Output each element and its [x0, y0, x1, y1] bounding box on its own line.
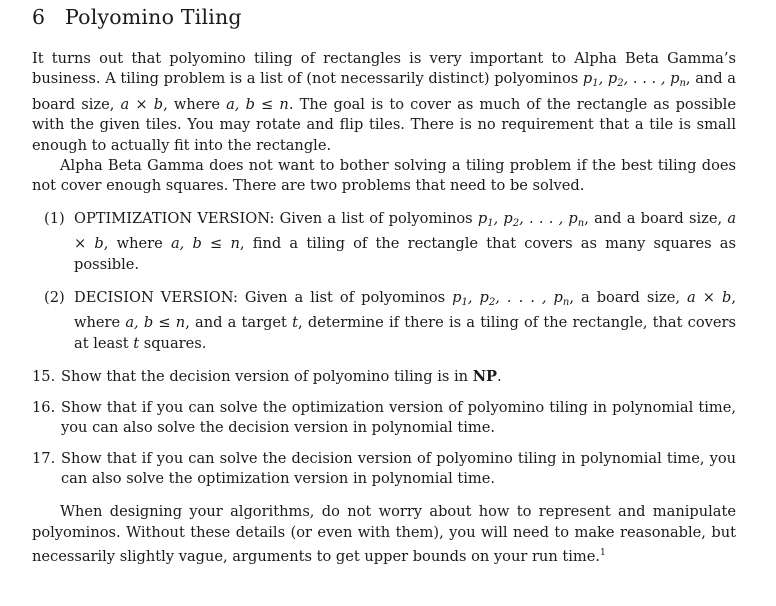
problem-number: 17.: [32, 449, 56, 467]
problem-number: 16.: [32, 398, 56, 416]
problem-item: 16. Show that if you can solve the optimization version of polyomino tiling in polynomial time, you can also solve the decision version in polynomial time.: [32, 398, 736, 437]
section-title: Polyomino Tiling: [65, 5, 242, 29]
problems-list: [32, 367, 736, 489]
document-page: [32, 0, 736, 568]
polyomino-list-math: $p_1$, $p_2$, . . . , $p_n$: [477, 209, 585, 229]
board-size-math: a × b: [74, 209, 737, 253]
problem-item: 15. Show that the decision version of polyomino tiling is in NP.: [32, 367, 736, 387]
complexity-class: NP: [472, 368, 498, 386]
intro-paragraph-1: It turns out that polyomino tiling of rectangles is very important to Alpha Beta Gamma’s business. A tiling problem is a list of (not necessarily distinct) polyominos $p_1$, $p_2$, . . . , $p_n$, and a board size, a × b, where a, b ≤ n. The goal is to cover as much of the rectangle as possible with the given tiles. You may rotate and flip tiles. There is no requirement that a tile is small enough to actually fit into the rectangle.: [32, 50, 736, 154]
bound-math: a, b ≤ n: [170, 235, 240, 253]
target-math: t: [292, 314, 298, 332]
list-marker: (2): [44, 289, 65, 307]
polyomino-list-math: $p_1$, $p_2$, . . . , $p_n$: [582, 70, 686, 90]
bound-math: a, b ≤ n: [125, 314, 186, 332]
closing-paragraph: When designing your algorithms, do not worry about how to represent and manipulate polyominos. Without these details (or even with them), you will need to make reasonable, but necessarily slightly vague, arguments to get upper bounds on your run time.$^1$: [32, 503, 736, 566]
intro-paragraph-2: Alpha Beta Gamma does not want to bother solving a tiling problem if the best tiling does not cover enough squares. There are two problems that need to be solved.: [32, 157, 736, 195]
versions-list: [32, 209, 736, 354]
section-heading: [32, 4, 736, 30]
target-math: t: [133, 334, 140, 352]
polyomino-list-math: $p_1$, $p_2$, . . . , $p_n$: [452, 289, 570, 309]
board-size-math: a × b: [120, 95, 164, 113]
list-item: (2) DECISION VERSION: Given a list of polyominos $p_1$, $p_2$, . . . , $p_n$, a board size, a × b, where a, b ≤ n, and a target t, determine if there is a tiling of the rectangle, that covers at least t squares.: [44, 289, 736, 352]
list-marker: (1): [44, 209, 65, 227]
list-item: (1) OPTIMIZATION VERSION: Given a list of polyominos $p_1$, $p_2$, . . . , $p_n$, and a board size, a × b, where a, b ≤ n, find a tiling of the rectangle that covers as many squares as possible.: [44, 209, 737, 273]
footnote-marker[interactable]: 1: [600, 548, 606, 559]
intro-text: It turns out that polyomino tiling of rectangles is very important to Alpha Beta Gamma’s business. A tiling problem is a list of (not necessarily distinct) polyominos: [32, 50, 736, 88]
board-size-math: a × b: [687, 289, 732, 307]
problem-item: 17. Show that if you can solve the decision version of polyomino tiling in polynomial time, you can also solve the optimization version in polynomial time.: [32, 449, 736, 487]
problem-number: 15.: [32, 368, 56, 386]
bound-math: a, b ≤ n: [226, 95, 289, 113]
section-number: 6: [32, 5, 46, 29]
